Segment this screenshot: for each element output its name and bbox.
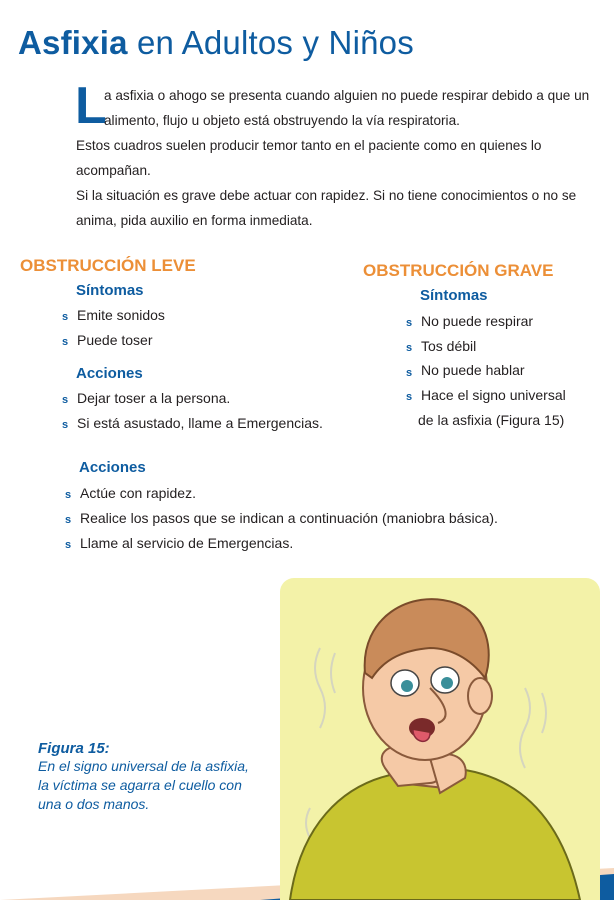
acciones-heading: Acciones bbox=[79, 459, 146, 476]
figure-line: En el signo universal de la asfixia, bbox=[38, 758, 249, 774]
leve-accion-item: Dejar toser a la persona. bbox=[77, 390, 231, 406]
bullet-icon: s bbox=[65, 539, 72, 551]
bullet-icon: s bbox=[65, 489, 72, 501]
page-title bbox=[18, 24, 414, 62]
figure-caption bbox=[38, 740, 278, 814]
grave-sintoma-item: No puede hablar bbox=[421, 362, 525, 378]
leve-acciones-heading: Acciones bbox=[76, 365, 143, 382]
grave-sintoma-item: Hace el signo universal bbox=[421, 387, 566, 403]
bullet-icon: s bbox=[62, 394, 69, 406]
leve-sintoma-item: Emite sonidos bbox=[77, 307, 165, 323]
leve-accion-item: Si está asustado, llame a Emergencias. bbox=[77, 415, 323, 431]
title-bold: Asfixia bbox=[18, 24, 128, 61]
intro-line: Estos cuadros suelen producir temor tanto en el paciente como en quienes lo bbox=[76, 138, 542, 153]
intro-line: acompañan. bbox=[76, 163, 151, 178]
choking-illustration bbox=[280, 578, 600, 900]
intro-line: Si la situación es grave debe actuar con rapidez. Si no tiene conocimientos o no se bbox=[76, 188, 577, 203]
drop-cap: L bbox=[75, 77, 107, 135]
grave-sintoma-item: No puede respirar bbox=[421, 313, 534, 329]
intro-line: a asfixia o ahogo se presenta cuando alguien no puede respirar debido a que un bbox=[104, 88, 590, 103]
figure-line: una o dos manos. bbox=[38, 796, 150, 812]
figure-line: la víctima se agarra el cuello con bbox=[38, 777, 242, 793]
bullet-icon: s bbox=[406, 342, 413, 354]
grave-sintoma-item: Tos débil bbox=[421, 338, 477, 354]
grave-sintoma-item: de la asfixia (Figura 15) bbox=[418, 412, 565, 428]
bullet-icon: s bbox=[406, 317, 413, 329]
leve-sintomas-heading: Síntomas bbox=[76, 282, 144, 299]
leve-heading: OBSTRUCCIÓN LEVE bbox=[20, 256, 196, 275]
intro-line: anima, pida auxilio en forma inmediata. bbox=[76, 213, 313, 228]
bullet-icon: s bbox=[406, 391, 413, 403]
accion-item: Realice los pasos que se indican a continuación (maniobra básica). bbox=[80, 510, 498, 526]
title-rest: en Adultos y Niños bbox=[127, 24, 414, 61]
bullet-icon: s bbox=[62, 336, 69, 348]
grave-sintomas-heading: Síntomas bbox=[420, 287, 488, 304]
intro-line: alimento, flujo u objeto está obstruyendo la vía respiratoria. bbox=[104, 113, 460, 128]
choking-person-image bbox=[280, 578, 600, 900]
bullet-icon: s bbox=[62, 311, 69, 323]
figure-title: Figura 15: bbox=[38, 740, 110, 757]
leve-sintoma-item: Puede toser bbox=[77, 332, 153, 348]
bullet-icon: s bbox=[65, 514, 72, 526]
accion-item: Llame al servicio de Emergencias. bbox=[80, 535, 294, 551]
accion-item: Actúe con rapidez. bbox=[80, 485, 196, 501]
bullet-icon: s bbox=[406, 367, 413, 379]
grave-heading: OBSTRUCCIÓN GRAVE bbox=[363, 261, 554, 280]
bullet-icon: s bbox=[62, 419, 69, 431]
